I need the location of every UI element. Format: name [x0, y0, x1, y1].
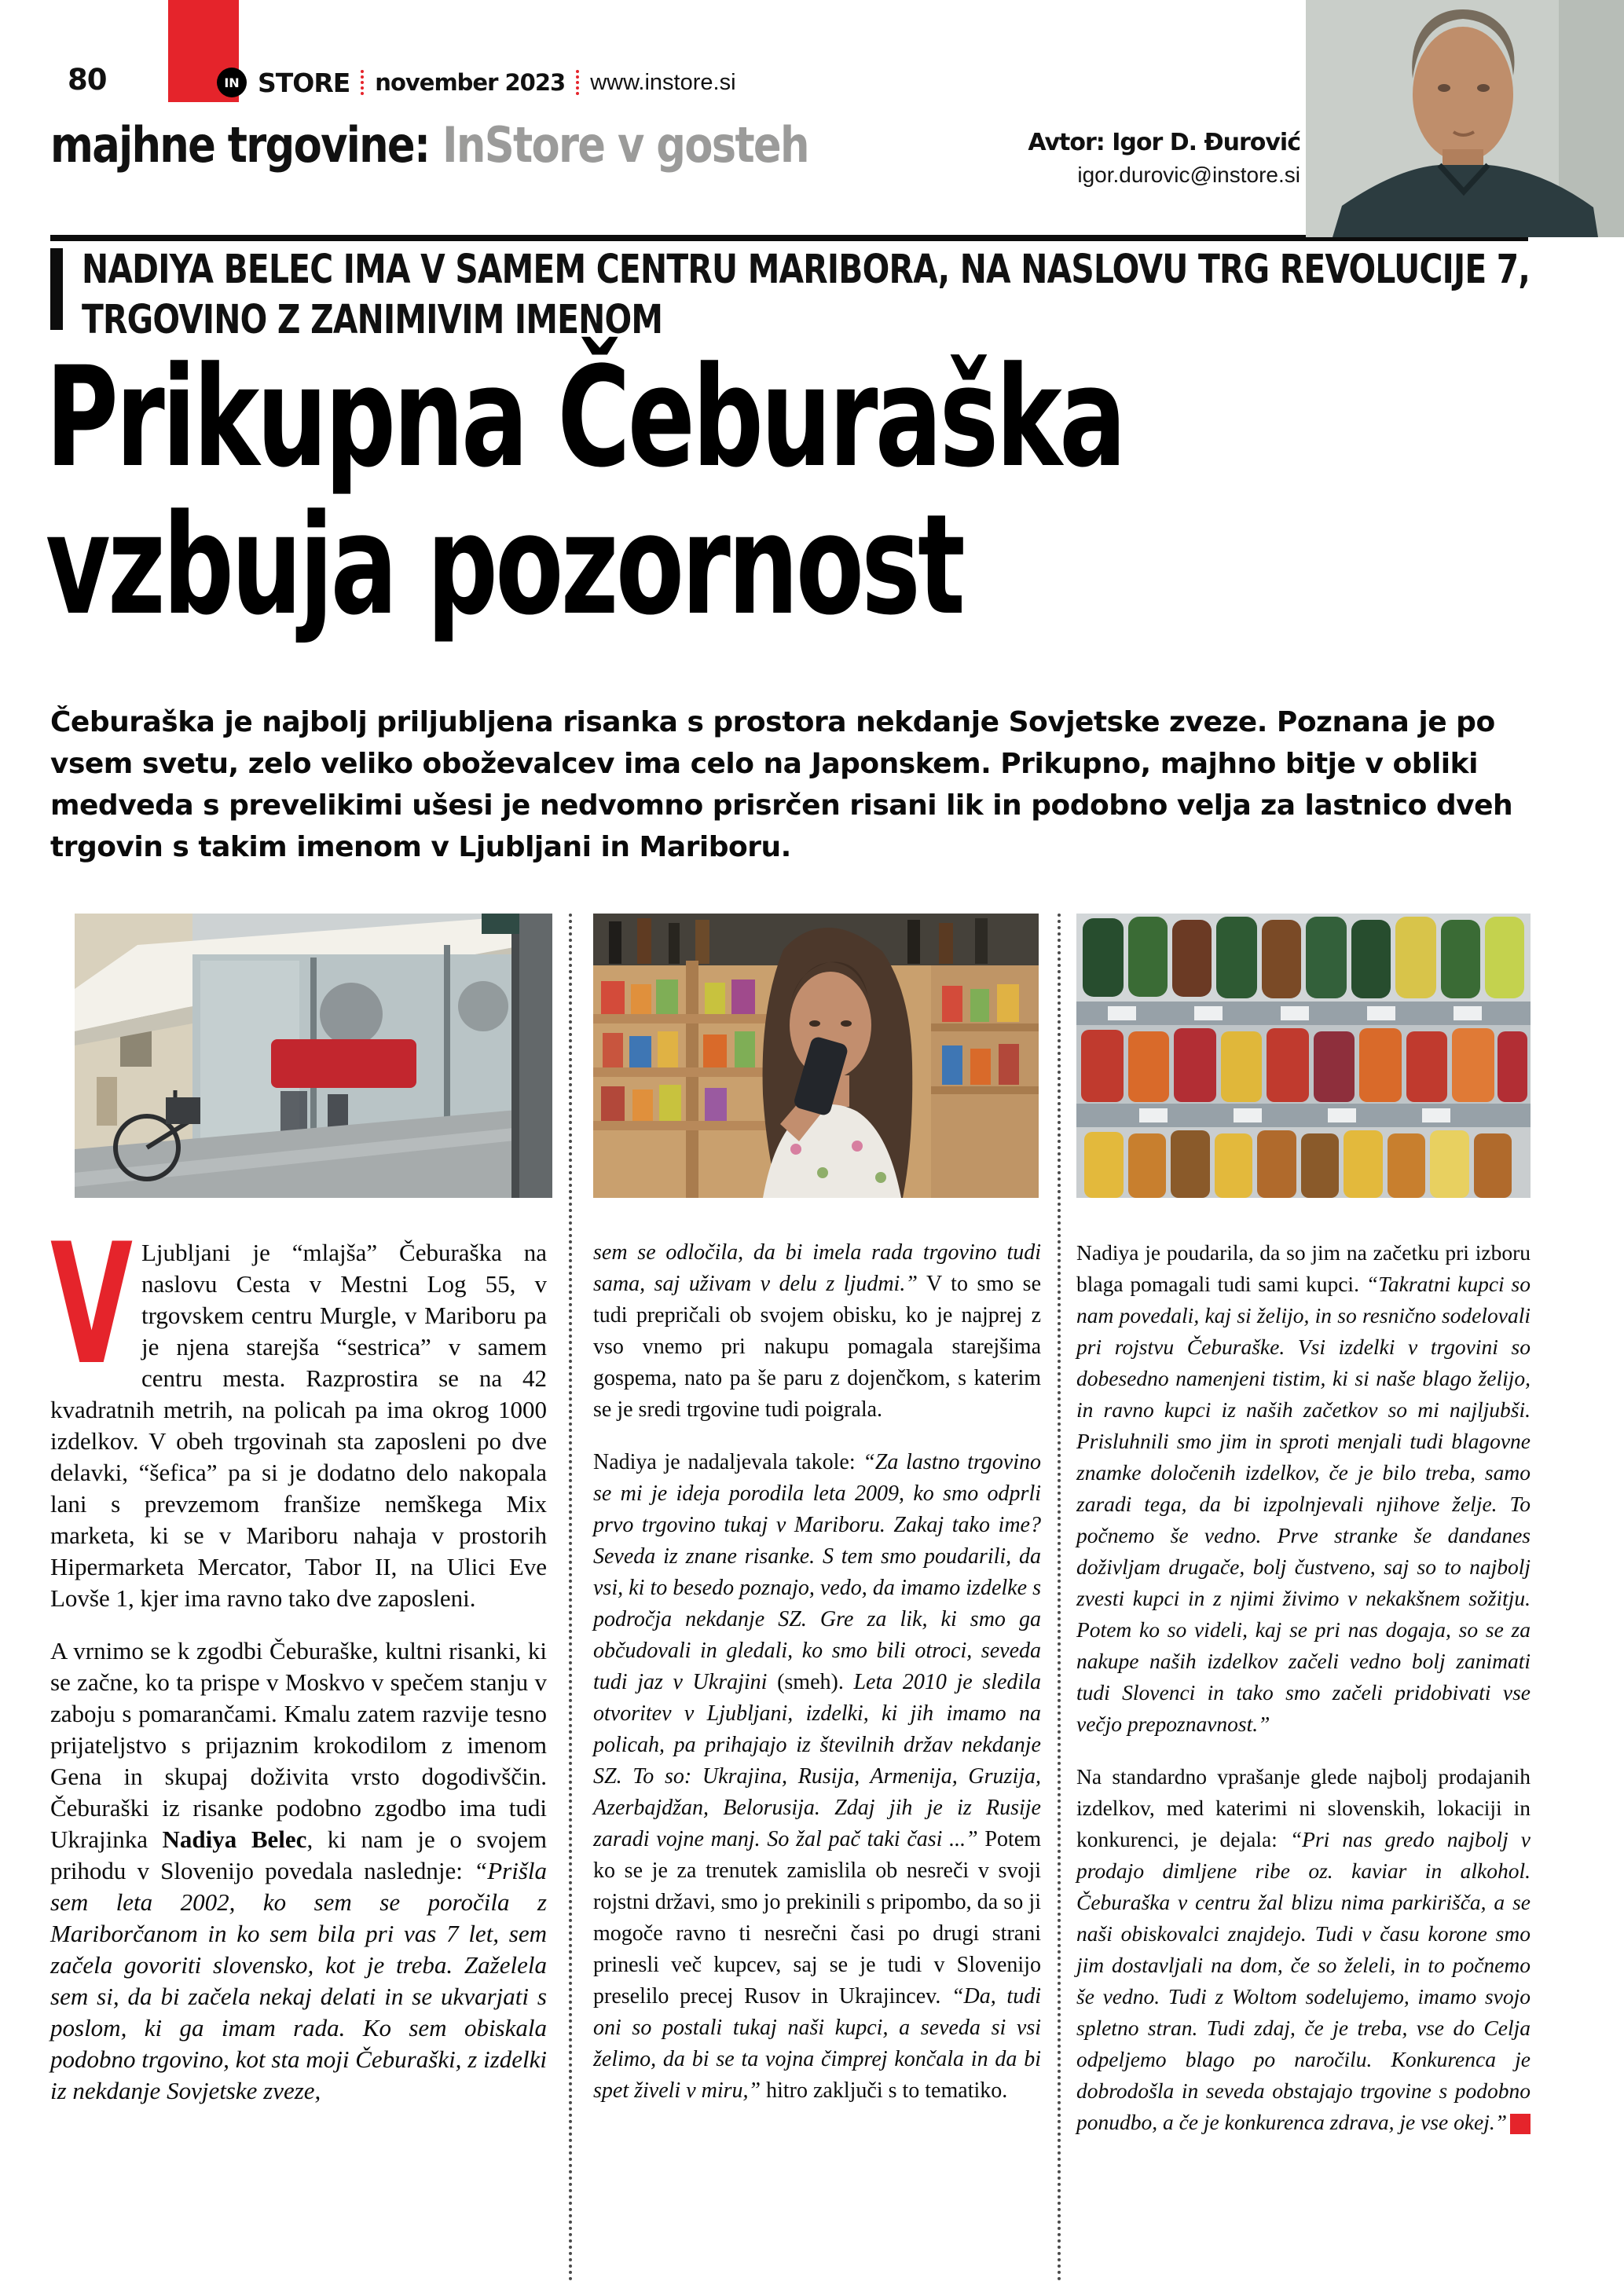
logo-store-text: STORE [258, 67, 350, 98]
section-title [50, 116, 808, 174]
headline-line-1: Prikupna Čeburaška [46, 337, 1124, 498]
lead-paragraph: Čeburaška je najbolj priljubljena risanka s prostora nekdanje Sovjetske zveze. Poznana je po vsem svetu, zelo veliko oboževalcev ima celo na Japonskem. Prikupno, majhno bitje v obliki medveda s prevelikimi ušesi je nedvomno prisrčen risani lik in podobno velja za lastnico dveh trgovin s takim imenom v Ljubljani in Mariboru. [50, 706, 1513, 863]
red-dotted-divider-icon [576, 70, 579, 95]
kicker-bar [50, 248, 63, 330]
author-block [904, 129, 1300, 188]
body-paragraph: A vrnimo se k zgodbi Čeburaške, kultni risanki, ki se začne, ko ta prispe v Moskvo v spečem stanju v zaboju s pomarančami. Kmalu zatem razvije tesno prijateljstvo s prijaznim krokodilom z imenom Gena in skupaj doživita vrsto dogodivščin. Čeburaški iz risanke podobno zgodbo ima tudi Ukrajinka Nadiya Belec, ki nam je o svojem prihodu v Slovenijo povedala naslednje: “Prišla sem leta 2002, ko sem se poročila z Mariborčanom in ko sem bila pri vas 7 let, sem začela govoriti slovensko, kot je treba. Zaželela sem si, da bi začela nekaj delati in se ukvarjati s poslom, ki ga imam rada. Ko sem obiskala podobno trgovino, kot sta moji Čeburaški, z izdelki iz nekdanje Sovjetske zveze, [50, 1637, 547, 2104]
article-column-2 [593, 1237, 1041, 2128]
website-url: www.instore.si [590, 69, 736, 95]
headline [46, 337, 1543, 646]
store-shelves-photo [1076, 914, 1531, 1198]
body-paragraph: V Ljubljani je “mlajša” Čeburaška na naslovu Cesta v Mestni Log 55, v trgovskem centru Murgle, v Mariboru pa je njena starejša “sestrica” v samem centru mesta. Razprostira se na 42 kvadratnih metrih, na policah pa ima okrog 1000 izdelkov. V obeh trgovinah sta zaposleni po dve delavki, “šefica” pa si je dodatno delo nakopala lani s prevzemom franšize nemškega Mix marketa, ki se v Mariboru nahaja v prostorih Hipermarketa Mercator, Tabor II, na Ulici Eve Lovše 1, kjer ima ravno tako dve zaposleni. [50, 1207, 547, 1612]
body-paragraph: Nadiya je poudarila, da so jim na začetku pri izboru blaga pomagali tudi sami kupci. “Takratni kupci so nam povedali, kaj si želijo, in so resnično sodelovali pri rojstvu Čeburaške. Vsi izdelki v trgovini so dobesedno namenjeni tistim, ki si naše blago želijo, in ravno kupci iz naših začetkov so mi najljubši. Prisluhnili smo jim in sproti menjali tudi blagovne znamke določenih izdelkov, če je bilo treba, samo zaradi tega, da bi izpolnjevali njihove želje. To počnemo še vedno. Prve stranke še dandanes doživljam drugače, bolj čustveno, saj so to najbolj zvesti kupci in z njimi živimo v nekakšnem sožitju. Potem ko so videli, kaj se pri nas dogaja, so se za nakupe naših izdelkov začeli vedno bolj zanimati tudi Slovenci in tako smo začeli pridobivati vse večjo prepoznavnost.” [1076, 1240, 1531, 1736]
author-email: igor.durovic@instore.si [1077, 163, 1300, 187]
column-divider [1058, 914, 1061, 2282]
kicker [82, 245, 1624, 346]
body-paragraph: Nadiya je nadaljevala takole: “Za lastno trgovino se mi je ideja porodila leta 2009, ko smo odprli prvo trgovino tukaj v Mariboru. Zakaj tako ime? Seveda iz znane risanke. S tem smo poudarili, da vsi, ki to besedo poznajo, vedo, da imamo izdelke s področja nekdanje SZ. Gre za lik, ki smo ga občudovali in gledali, ko smo bili otroci, seveda tudi jaz v Ukrajini (smeh). Leta 2010 je sledila otvoritev v Ljubljani, izdelki, ki jih imamo na policah, pa prihajajo iz številnih držav nekdanje SZ. To so: Ukrajina, Rusija, Armenija, Gruzija, Azerbajdžan, Belorusija. Zdaj jih je iz Rusije zaradi vojne manj. So žal pač taki časi ...” Potem ko se je za trenutek zamislila ob nesreči v svoji rojstni državi, smo jo prekinili s pripombo, da so ji mogoče ravno ti nesrečni časi po drugi strani prinesli več kupcev, saj se je tudi v Slovenijo preselilo precej Rusov in Ukrajincev. “Da, tudi oni so postali tukaj naši kupci, a seveda si vsi želimo, da bi se ta vojna čimprej končala in da bi spet živeli v miru,” hitro zaključi s to tematiko. [593, 1450, 1041, 2103]
instore-logo-icon: IN [217, 68, 247, 97]
storefront-photo [75, 914, 552, 1198]
instore-masthead [217, 66, 736, 99]
drop-cap: V [50, 1207, 134, 1401]
kicker-line-2: TRGOVINO Z ZANIMIVIM IMENOM [82, 297, 663, 343]
author-name: Avtor: Igor D. Đurović [1028, 129, 1300, 156]
body-paragraph: sem se odločila, da bi imela rada trgovino tudi sama, saj uživam v delu z ljudmi.” V to smo se tudi prepričali ob svojem obisku, ko je najprej z vso vnemo pri nakupu pomagala starejšima gospema, nato pa še paru z dojenčkom, s katerim se je sredi trgovine tudi poigrala. [593, 1240, 1041, 1422]
section-title-gray: InStore v gosteh [442, 116, 808, 174]
author-photo [1306, 0, 1624, 237]
column-divider [569, 914, 572, 2282]
issue-date: november 2023 [375, 69, 566, 96]
shop-selfie-photo [593, 914, 1039, 1198]
article-end-mark [1510, 2114, 1531, 2134]
headline-line-2: vzbuja pozornost [46, 485, 963, 646]
article-column-3 [1076, 1237, 1531, 2159]
body-paragraph: Na standardno vprašanje glede najbolj prodajanih izdelkov, med katerimi ni slovenskih, lokaciji in konkurenci, je dejala: “Pri nas gredo najbolj v prodajo dimljene ribe oz. kaviar in alkohol. Čeburaška v centru žal blizu nima parkirišča, a se naši obiskovalci znajdejo. Tudi v času korone smo jim dostavljali na dom, če so želeli, in to počnemo še vedno. Tudi z Woltom sodelujemo, imamo svojo spletno stran. Tudi zdaj, če je treba, vse do Celja odpeljemo blago po naročilu. Konkurenca je dobrodošla in seveda obstajajo trgovine s podobno ponudbo, a če je konkurenca zdrava, je vse okej.” [1076, 1764, 1531, 2134]
red-dotted-divider-icon [361, 70, 364, 95]
kicker-line-1: NADIYA BELEC IMA V SAMEM CENTRU MARIBORA, NA NASLOVU TRG REVOLUCIJE 7, [82, 247, 1531, 293]
section-title-black: majhne trgovine: [50, 116, 430, 174]
article-column-1 [50, 1207, 547, 2128]
page-number: 80 [68, 63, 107, 97]
